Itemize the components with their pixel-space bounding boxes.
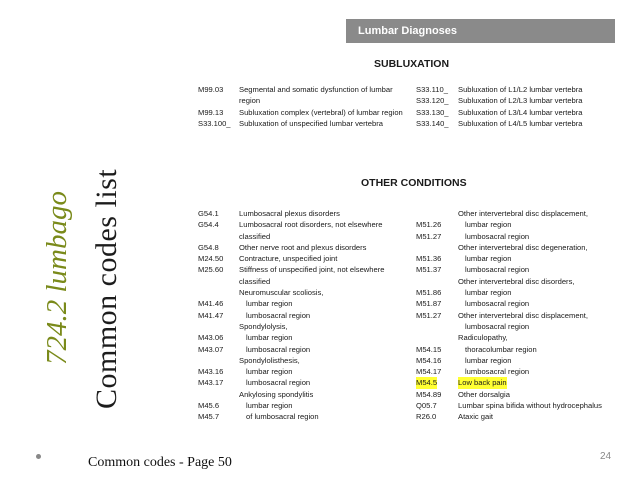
diagnosis-code: M45.6: [198, 401, 220, 411]
code-row: [416, 287, 615, 298]
code-row: [416, 344, 615, 355]
code-row: [416, 332, 615, 343]
diagnosis-code: S33.110_: [416, 85, 448, 94]
diagnosis-description: lumbar region: [465, 220, 512, 230]
code-row: [416, 411, 615, 422]
code-row: [416, 321, 615, 332]
code-row: [198, 276, 408, 287]
other-conditions-left-column: [198, 208, 408, 423]
diagnosis-description: lumbosacral region: [465, 321, 530, 331]
code-row: [198, 389, 408, 400]
diagnosis-code: G54.4: [198, 220, 219, 230]
diagnosis-description: Radiculopathy,: [458, 333, 508, 343]
diagnosis-description: Segmental and somatic dysfunction of lumbar: [239, 85, 393, 94]
subluxation-right-column: [416, 84, 615, 129]
diagnosis-description: Ankylosing spondylitis: [239, 389, 314, 399]
diagnosis-description: Spondylolysis,: [239, 321, 288, 331]
diagnosis-code: M43.16: [198, 367, 224, 377]
diagnosis-code: M51.27: [416, 231, 442, 241]
diagnosis-description: classified: [239, 276, 271, 286]
code-row: [198, 298, 408, 309]
code-row: [416, 298, 615, 309]
code-row: [198, 95, 408, 106]
code-row: [416, 95, 615, 106]
diagnosis-description: Subluxation of unspecified lumbar vertebra: [239, 118, 383, 128]
title-common-codes-list: Common codes list: [90, 168, 123, 409]
diagnosis-description: lumbar region: [465, 355, 512, 365]
diagnosis-description: Other intervertebral disc degeneration,: [458, 242, 588, 252]
code-row: [198, 84, 408, 95]
diagnosis-code: M54.16: [416, 355, 442, 365]
code-row: [198, 107, 408, 118]
slide-footer: Common codes - Page 50: [88, 455, 232, 470]
code-row: [198, 321, 408, 332]
diagnosis-code: S33.100_: [198, 118, 231, 128]
diagnosis-description: lumbar region: [465, 254, 512, 264]
code-row: [198, 219, 408, 230]
diagnosis-code: M43.17: [198, 378, 224, 388]
code-row: [416, 310, 615, 321]
diagnosis-description: lumbar region: [246, 299, 293, 309]
code-row: [198, 332, 408, 343]
code-row: [198, 355, 408, 366]
diagnosis-description: Low back pain: [458, 378, 507, 388]
diagnosis-description: Other intervertebral disc displacement,: [458, 209, 588, 218]
diagnosis-description: region: [239, 96, 261, 106]
lumbar-diagnoses-document: [188, 15, 615, 445]
other-conditions-right-column: [416, 208, 615, 423]
diagnosis-description: Subluxation complex (vertebral) of lumbar region: [239, 107, 403, 117]
diagnosis-code: M51.86: [416, 288, 442, 298]
diagnosis-code: M25.60: [198, 265, 224, 275]
diagnosis-description: Neuromuscular scoliosis,: [239, 288, 324, 298]
code-row: [416, 242, 615, 253]
diagnosis-code: M45.7: [198, 412, 220, 422]
code-row: [198, 208, 408, 219]
code-row: [416, 276, 615, 287]
diagnosis-code: M99.03: [198, 85, 224, 94]
code-row: [198, 310, 408, 321]
diagnosis-description: lumbosacral region: [246, 344, 311, 354]
code-row: [198, 242, 408, 253]
diagnosis-code: M54.89: [416, 389, 442, 399]
diagnosis-code: R26.0: [416, 412, 437, 422]
diagnosis-code: M51.87: [416, 299, 442, 309]
code-row: [198, 377, 408, 388]
other-conditions-heading: OTHER CONDITIONS: [361, 177, 467, 189]
diagnosis-description: Contracture, unspecified joint: [239, 254, 338, 264]
diagnosis-code: M54.15: [416, 344, 442, 354]
diagnosis-code: M51.37: [416, 265, 442, 275]
code-row: [198, 118, 408, 129]
diagnosis-description: lumbosacral region: [465, 231, 530, 241]
bullet-dot: [36, 454, 41, 459]
code-row: [416, 253, 615, 264]
code-row: [416, 219, 615, 230]
code-row: [198, 231, 408, 242]
code-row: [416, 400, 615, 411]
diagnosis-description: Subluxation of L4/L5 lumbar vertebra: [458, 118, 583, 128]
diagnosis-code: G54.8: [198, 242, 219, 252]
code-row: [416, 377, 615, 388]
code-row: [198, 400, 408, 411]
code-row: [416, 355, 615, 366]
code-row: [198, 366, 408, 377]
diagnosis-description: lumbar region: [246, 333, 293, 343]
diagnosis-code: S33.120_: [416, 96, 449, 106]
diagnosis-description: lumbosacral region: [246, 378, 311, 388]
code-row: [198, 344, 408, 355]
diagnosis-description: Subluxation of L3/L4 lumbar vertebra: [458, 107, 583, 117]
diagnosis-description: Spondylolisthesis,: [239, 355, 300, 365]
code-row: [416, 84, 615, 95]
diagnosis-description: lumbosacral region: [246, 310, 311, 320]
diagnosis-description: lumbosacral region: [465, 367, 530, 377]
diagnosis-description: Lumbosacral plexus disorders: [239, 209, 340, 218]
diagnosis-code: M51.26: [416, 220, 442, 230]
diagnosis-description: Other dorsalgia: [458, 389, 510, 399]
subluxation-left-column: [198, 84, 408, 129]
diagnosis-description: lumbar region: [246, 401, 293, 411]
diagnosis-description: Lumbar spina bifida without hydrocephalus: [458, 401, 602, 411]
code-row: [416, 389, 615, 400]
diagnosis-code: M99.13: [198, 107, 224, 117]
diagnosis-description: Other nerve root and plexus disorders: [239, 242, 367, 252]
diagnosis-description: Ataxic gait: [458, 412, 494, 422]
code-row: [416, 118, 615, 129]
diagnosis-code: M43.06: [198, 333, 224, 343]
diagnosis-code: M41.47: [198, 310, 224, 320]
code-row: [416, 264, 615, 275]
code-row: [416, 107, 615, 118]
diagnosis-description: Stiffness of unspecified joint, not elsewhere: [239, 265, 385, 275]
diagnosis-code: G54.1: [198, 209, 219, 218]
code-row: [198, 411, 408, 422]
code-row: [198, 253, 408, 264]
diagnosis-code: Q05.7: [416, 401, 437, 411]
document-banner: Lumbar Diagnoses: [346, 19, 615, 43]
diagnosis-description: classified: [239, 231, 271, 241]
diagnosis-description: lumbar region: [465, 288, 512, 298]
diagnosis-code: M51.27: [416, 310, 442, 320]
diagnosis-description: Subluxation of L2/L3 lumbar vertebra: [458, 96, 583, 106]
diagnosis-description: lumbosacral region: [465, 265, 530, 275]
diagnosis-code: S33.130_: [416, 107, 449, 117]
page-number: 24: [600, 451, 612, 462]
diagnosis-description: of lumbosacral region: [246, 412, 319, 422]
diagnosis-code: M41.46: [198, 299, 224, 309]
diagnosis-code: M54.17: [416, 367, 442, 377]
diagnosis-description: thoracolumbar region: [465, 344, 537, 354]
diagnosis-description: lumbar region: [246, 367, 293, 377]
code-row: [198, 287, 408, 298]
code-row: [416, 231, 615, 242]
diagnosis-code: S33.140_: [416, 118, 449, 128]
diagnosis-code: M24.50: [198, 254, 224, 264]
diagnosis-code: M43.07: [198, 344, 224, 354]
diagnosis-description: Subluxation of L1/L2 lumbar vertebra: [458, 85, 583, 94]
code-row: [416, 208, 615, 219]
subluxation-heading: SUBLUXATION: [374, 58, 450, 70]
diagnosis-description: Other intervertebral disc disorders,: [458, 276, 575, 286]
title-lumbago: 724.2 lumbago: [41, 191, 73, 365]
diagnosis-description: Lumbosacral root disorders, not elsewhere: [239, 220, 383, 230]
code-row: [198, 264, 408, 275]
diagnosis-description: lumbosacral region: [465, 299, 530, 309]
diagnosis-description: Other intervertebral disc displacement,: [458, 310, 588, 320]
code-row: [416, 366, 615, 377]
diagnosis-code: M54.5: [416, 378, 438, 388]
diagnosis-code: M51.36: [416, 254, 442, 264]
